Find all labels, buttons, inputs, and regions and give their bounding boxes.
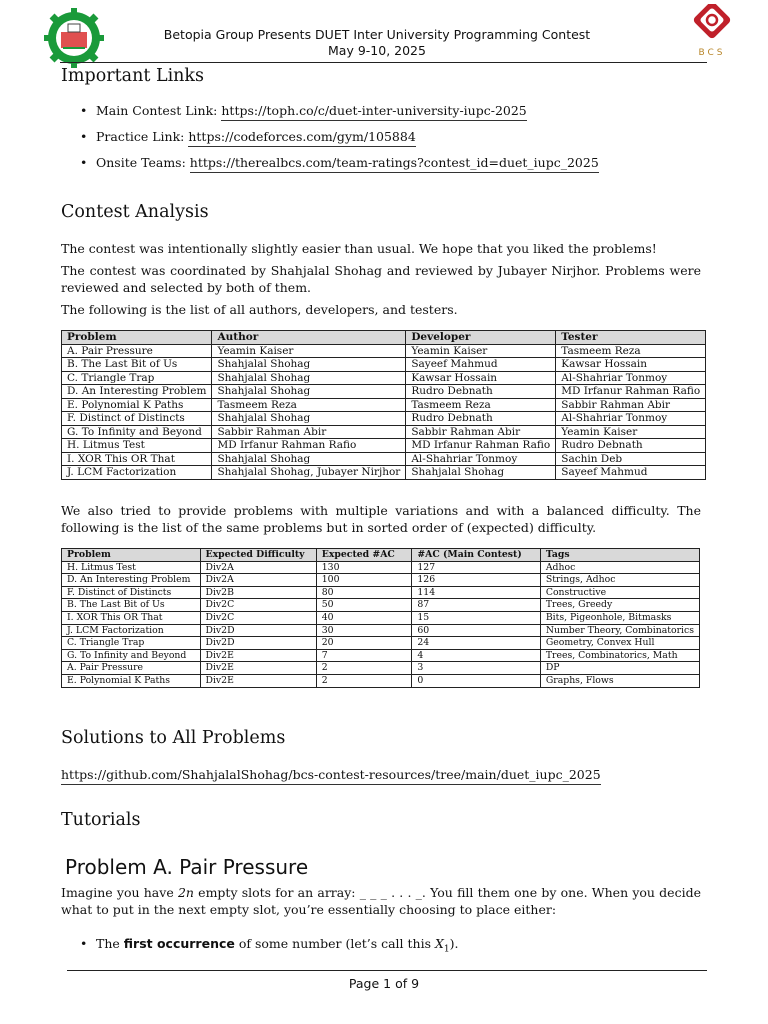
table-cell: Shahjalal Shohag, Jubayer Nirjhor bbox=[212, 466, 406, 480]
table-cell: Tasmeem Reza bbox=[556, 344, 706, 358]
table-cell: 0 bbox=[412, 674, 540, 687]
header-line-2: May 9-10, 2025 bbox=[328, 43, 426, 58]
table-row bbox=[62, 358, 706, 372]
link-label: Practice Link: bbox=[96, 129, 185, 144]
list-item bbox=[80, 935, 458, 961]
table-row bbox=[62, 385, 706, 399]
footer-divider bbox=[67, 970, 707, 971]
table-cell: Sayeef Mahmud bbox=[556, 466, 706, 480]
table-row bbox=[62, 624, 700, 637]
link-label: Main Contest Link: bbox=[96, 103, 218, 118]
table-cell: 15 bbox=[412, 611, 540, 624]
table-cell: Sabbir Rahman Abir bbox=[556, 398, 706, 412]
table-cell: 2 bbox=[316, 662, 412, 675]
table-cell: Div2E bbox=[200, 649, 316, 662]
contest-analysis-heading: Contest Analysis bbox=[61, 202, 209, 222]
table-cell: F. Distinct of Distincts bbox=[62, 586, 201, 599]
table-row bbox=[62, 412, 706, 426]
bcs-logo-text: BCS bbox=[698, 48, 726, 58]
intro-text-2: empty slots for an array: bbox=[193, 885, 360, 900]
table-row bbox=[62, 371, 706, 385]
table-cell: B. The Last Bit of Us bbox=[62, 358, 212, 372]
table-cell: Sachin Deb bbox=[556, 452, 706, 466]
table-cell: Al-Shahriar Tonmoy bbox=[406, 452, 556, 466]
table-row bbox=[62, 674, 700, 687]
table-cell: 40 bbox=[316, 611, 412, 624]
table-cell: Shahjalal Shohag bbox=[212, 371, 406, 385]
table-cell: Div2E bbox=[200, 662, 316, 675]
column-header: #AC (Main Contest) bbox=[412, 549, 540, 562]
table-cell: I. XOR This OR That bbox=[62, 611, 201, 624]
table-cell: J. LCM Factorization bbox=[62, 466, 212, 480]
table-cell: Sayeef Mahmud bbox=[406, 358, 556, 372]
table-cell: DP bbox=[540, 662, 699, 675]
analysis-paragraph-2: The contest was coordinated by Shahjalal Shohag and reviewed by Jubayer Nirjhor. Problems were reviewed and selected by both of them. bbox=[61, 263, 701, 295]
table-cell: 114 bbox=[412, 586, 540, 599]
table-cell: Trees, Combinatorics, Math bbox=[540, 649, 699, 662]
table-cell: 60 bbox=[412, 624, 540, 637]
table-cell: 4 bbox=[412, 649, 540, 662]
table-row bbox=[62, 398, 706, 412]
table-cell: Al-Shahriar Tonmoy bbox=[556, 412, 706, 426]
bcs-logo bbox=[690, 4, 734, 60]
table-cell: Shahjalal Shohag bbox=[212, 452, 406, 466]
table-cell: Div2A bbox=[200, 574, 316, 587]
table-cell: 3 bbox=[412, 662, 540, 675]
table-cell: H. Litmus Test bbox=[62, 439, 212, 453]
table-cell: MD Irfanur Rahman Rafio bbox=[212, 439, 406, 453]
table-cell: 24 bbox=[412, 637, 540, 650]
important-links-heading: Important Links bbox=[61, 66, 205, 86]
running-header bbox=[130, 27, 624, 59]
duet-logo bbox=[44, 8, 104, 68]
table-cell: Sabbir Rahman Abir bbox=[212, 425, 406, 439]
table-cell: G. To Infinity and Beyond bbox=[62, 649, 201, 662]
table-cell: C. Triangle Trap bbox=[62, 637, 201, 650]
table-cell: Div2A bbox=[200, 561, 316, 574]
header-line-1: Betopia Group Presents DUET Inter University Programming Contest bbox=[163, 27, 591, 42]
analysis-paragraph-3: The following is the list of all authors, developers, and testers. bbox=[61, 302, 458, 317]
page-number: Page 1 of 9 bbox=[348, 976, 420, 991]
tutorials-heading: Tutorials bbox=[61, 810, 141, 830]
solutions-heading: Solutions to All Problems bbox=[61, 728, 286, 748]
table-cell: Shahjalal Shohag bbox=[212, 385, 406, 399]
bullet-text: of some number (let’s call this bbox=[234, 936, 435, 951]
table-cell: Div2C bbox=[200, 611, 316, 624]
table-header-row bbox=[62, 331, 706, 345]
table-cell: A. Pair Pressure bbox=[62, 344, 212, 358]
table-cell: F. Distinct of Distincts bbox=[62, 412, 212, 426]
intro-text-1: Imagine you have bbox=[61, 885, 178, 900]
difficulty-table bbox=[61, 548, 700, 688]
table-cell: Shahjalal Shohag bbox=[212, 358, 406, 372]
table-cell: MD Irfanur Rahman Rafio bbox=[556, 385, 706, 399]
table-cell: Shahjalal Shohag bbox=[212, 412, 406, 426]
table-row bbox=[62, 344, 706, 358]
table-cell: Al-Shahriar Tonmoy bbox=[556, 371, 706, 385]
table-cell: I. XOR This OR That bbox=[62, 452, 212, 466]
table-cell: Tasmeem Reza bbox=[212, 398, 406, 412]
table-cell: D. An Interesting Problem bbox=[62, 385, 212, 399]
problem-a-bullets bbox=[80, 935, 458, 961]
table-row bbox=[62, 662, 700, 675]
column-header: Tags bbox=[540, 549, 699, 562]
analysis-paragraph-1: The contest was intentionally slightly easier than usual. We hope that you liked the problems! bbox=[61, 241, 657, 256]
table-row bbox=[62, 649, 700, 662]
table-cell: Adhoc bbox=[540, 561, 699, 574]
intro-slots: _ _ _ . . . _ bbox=[359, 885, 422, 900]
table-cell: Rudro Debnath bbox=[406, 412, 556, 426]
solutions-repo-link[interactable]: https://github.com/ShahjalalShohag/bcs-contest-resources/tree/main/duet_iupc_2025 bbox=[61, 767, 601, 785]
table-row bbox=[62, 425, 706, 439]
column-header: Expected Difficulty bbox=[200, 549, 316, 562]
intro-math-2n: 2n bbox=[177, 885, 194, 900]
table-cell: Yeamin Kaiser bbox=[212, 344, 406, 358]
table-cell: Number Theory, Combinatorics bbox=[540, 624, 699, 637]
table-cell: 80 bbox=[316, 586, 412, 599]
table-cell: J. LCM Factorization bbox=[62, 624, 201, 637]
table-cell: 130 bbox=[316, 561, 412, 574]
table-cell: H. Litmus Test bbox=[62, 561, 201, 574]
table-row bbox=[62, 599, 700, 612]
table-cell: 7 bbox=[316, 649, 412, 662]
table-cell: Yeamin Kaiser bbox=[556, 425, 706, 439]
table-cell: Div2E bbox=[200, 674, 316, 687]
table-cell: Tasmeem Reza bbox=[406, 398, 556, 412]
column-header: Tester bbox=[556, 331, 706, 345]
table-header-row bbox=[62, 549, 700, 562]
table-cell: Rudro Debnath bbox=[556, 439, 706, 453]
table-cell: 127 bbox=[412, 561, 540, 574]
authors-table bbox=[61, 330, 706, 480]
table-row bbox=[62, 439, 706, 453]
table-cell: Kawsar Hossain bbox=[556, 358, 706, 372]
table-cell: Shahjalal Shohag bbox=[406, 466, 556, 480]
onsite-teams-link[interactable]: https://therealbcs.com/team-ratings?contest_id=duet_iupc_2025 bbox=[190, 155, 599, 173]
problem-a-intro bbox=[61, 885, 701, 918]
analysis-paragraph-4: We also tried to provide problems with multiple variations and with a balanced difficulty. The following is the list of the same problems but in sorted order of (expected) difficulty. bbox=[61, 503, 701, 535]
table-cell: Geometry, Convex Hull bbox=[540, 637, 699, 650]
table-cell: C. Triangle Trap bbox=[62, 371, 212, 385]
practice-link[interactable]: https://codeforces.com/gym/105884 bbox=[188, 129, 415, 147]
column-header: Expected #AC bbox=[316, 549, 412, 562]
table-cell: 2 bbox=[316, 674, 412, 687]
table-cell: Kawsar Hossain bbox=[406, 371, 556, 385]
table-cell: Constructive bbox=[540, 586, 699, 599]
table-cell: MD Irfanur Rahman Rafio bbox=[406, 439, 556, 453]
table-cell: 100 bbox=[316, 574, 412, 587]
first-occurrence-bold: first occurrence bbox=[123, 936, 235, 951]
table-cell: B. The Last Bit of Us bbox=[62, 599, 201, 612]
table-cell: 20 bbox=[316, 637, 412, 650]
table-row bbox=[62, 466, 706, 480]
table-cell: Div2B bbox=[200, 586, 316, 599]
table-cell: Trees, Greedy bbox=[540, 599, 699, 612]
table-cell: A. Pair Pressure bbox=[62, 662, 201, 675]
table-cell: Div2D bbox=[200, 624, 316, 637]
table-row bbox=[62, 637, 700, 650]
table-cell: 126 bbox=[412, 574, 540, 587]
bullet-text: ). bbox=[449, 936, 459, 951]
link-item-practice bbox=[80, 128, 599, 154]
table-row bbox=[62, 586, 700, 599]
table-cell: Strings, Adhoc bbox=[540, 574, 699, 587]
table-cell: E. Polynomial K Paths bbox=[62, 398, 212, 412]
table-cell: 30 bbox=[316, 624, 412, 637]
table-cell: Div2D bbox=[200, 637, 316, 650]
link-label: Onsite Teams: bbox=[96, 155, 186, 170]
table-cell: Sabbir Rahman Abir bbox=[406, 425, 556, 439]
table-cell: Yeamin Kaiser bbox=[406, 344, 556, 358]
table-row bbox=[62, 574, 700, 587]
table-cell: Rudro Debnath bbox=[406, 385, 556, 399]
important-links-list bbox=[80, 102, 599, 180]
solutions-paragraph bbox=[61, 767, 701, 784]
table-cell: Graphs, Flows bbox=[540, 674, 699, 687]
bullet-text: The bbox=[96, 936, 124, 951]
table-cell: Div2C bbox=[200, 599, 316, 612]
table-row bbox=[62, 611, 700, 624]
column-header: Developer bbox=[406, 331, 556, 345]
table-cell: 87 bbox=[412, 599, 540, 612]
header-divider bbox=[60, 62, 707, 63]
table-cell: D. An Interesting Problem bbox=[62, 574, 201, 587]
math-var-x: X bbox=[434, 936, 444, 951]
link-item-onsite bbox=[80, 154, 599, 180]
column-header: Problem bbox=[62, 549, 201, 562]
table-cell: Bits, Pigeonhole, Bitmasks bbox=[540, 611, 699, 624]
intro-text-3: . You fill them one by one. When you decide what to put in the next empty slot, you’re essentially choosing to place either: bbox=[61, 885, 701, 917]
table-row bbox=[62, 452, 706, 466]
table-cell: G. To Infinity and Beyond bbox=[62, 425, 212, 439]
problem-a-title: Problem A. Pair Pressure bbox=[65, 855, 309, 879]
column-header: Problem bbox=[62, 331, 212, 345]
table-row bbox=[62, 561, 700, 574]
column-header: Author bbox=[212, 331, 406, 345]
link-item-main bbox=[80, 102, 599, 128]
main-contest-link[interactable]: https://toph.co/c/duet-inter-university-iupc-2025 bbox=[221, 103, 526, 121]
table-cell: E. Polynomial K Paths bbox=[62, 674, 201, 687]
table-cell: 50 bbox=[316, 599, 412, 612]
math-sub-1: 1 bbox=[443, 944, 450, 955]
